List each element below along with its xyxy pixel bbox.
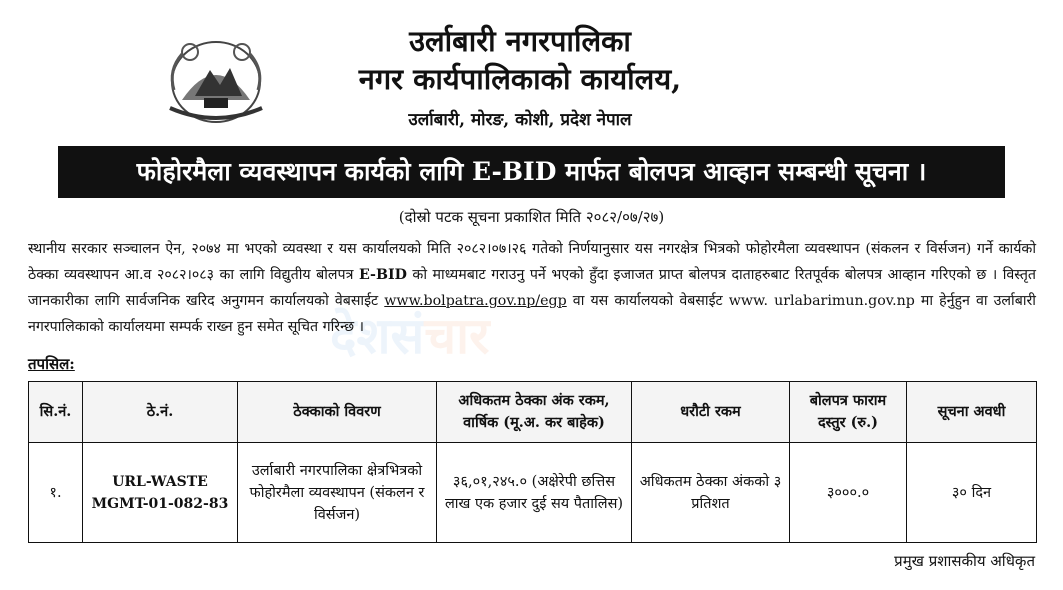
cell-form-fee: ३०००.० (790, 443, 907, 543)
cell-contract-no: URL-WASTE MGMT-01-082-83 (83, 443, 238, 543)
header-form-fee: बोलपत्र फाराम दस्तुर (रु.) (790, 382, 907, 443)
cell-notice-period: ३० दिन (907, 443, 1037, 543)
office-header (290, 22, 750, 132)
signature: प्रमुख प्रशासकीय अधिकृत (894, 552, 1035, 570)
header-sn: सि.नं. (29, 382, 83, 443)
header-contract-no: ठे.नं. (83, 382, 238, 443)
header-deposit: धरौटी रकम (632, 382, 790, 443)
body-part3: वा यस कार्यालयको वेबसाईट www. urlabarimun.gov.np मा हेर्नुहुन वा उर्लाबारी नगरपालिकाको कार्यालयमा सम्पर्क राख्न हुन समेत सूचित गरिन्छ । (28, 293, 1036, 335)
header-max-amount: अधिकतम ठेक्का अंक रकम, वार्षिक (मू.अ. कर बाहेक) (437, 382, 632, 443)
table-row (29, 443, 1037, 543)
cell-max-amount: ३६,०१,२४५.० (अक्षेरेपी छत्तिस लाख एक हजार दुई सय पैतालिस) (437, 443, 632, 543)
cell-sn: १. (29, 443, 83, 543)
details-label: तपसिल: (28, 355, 75, 373)
header-notice-period: सूचना अवधी (907, 382, 1037, 443)
bid-details-table (28, 381, 1037, 543)
header-description: ठेक्काको विवरण (238, 382, 437, 443)
bolpatra-link[interactable]: www.bolpatra.gov.np/egp (384, 293, 567, 309)
municipality-name: उर्लाबारी नगरपालिका (409, 24, 631, 58)
body-ebid: E-BID (358, 267, 407, 283)
nepal-emblem-icon (160, 30, 272, 130)
body-part1: स्थानीय सरकार सञ्चालन ऐन, २०७४ मा भएको व्यवस्था र यस कार्यालयको मिति २०८२।०७।२६ गतेको निर्णयानुसार यस नगरक्षेत्र भित्रको फोहोरमैला व्यवस्थापन (संकलन र विर्सजन) गर्ने कार्यको ठेक्का व्यवस्थापन आ.व २०८२।०८३ का लागि विद्युतीय बोलपत्र (28, 241, 1036, 283)
body-part2: को माध्यमबाट गराउनु पर्ने भएको हुँदा इजाजत प्राप्त बोलपत्र दाताहरुबाट रितपूर्वक बोलपत्र आव्हान गरिएको छ । विस्तृत जानकारीका लागि सार्वजनिक खरिद अनुगमन कार्यालयको वेबसाईट (28, 267, 1036, 309)
office-address: उर्लाबारी, मोरङ, कोशी, प्रदेश नेपाल (408, 110, 632, 130)
notice-title: फोहोरमैला व्यवस्थापन कार्यको लागि E-BID मार्फत बोलपत्र आव्हान सम्बन्धी सूचना । (58, 146, 1005, 198)
notice-body (28, 236, 1036, 340)
cell-deposit: अधिकतम ठेक्का अंकको ३ प्रतिशत (632, 443, 790, 543)
cell-description: उर्लाबारी नगरपालिका क्षेत्रभित्रको फोहोरमैला व्यवस्थापन (संकलन र विर्सजन) (238, 443, 437, 543)
publish-info: (दोस्रो पटक सूचना प्रकाशित मिति २०८२/०७/२७) (398, 208, 665, 226)
table-header-row (29, 382, 1037, 443)
office-name: नगर कार्यपालिकाको कार्यालय, (358, 62, 682, 96)
watermark-part1: देशसं (330, 307, 425, 365)
watermark-part2: चार (424, 307, 490, 365)
